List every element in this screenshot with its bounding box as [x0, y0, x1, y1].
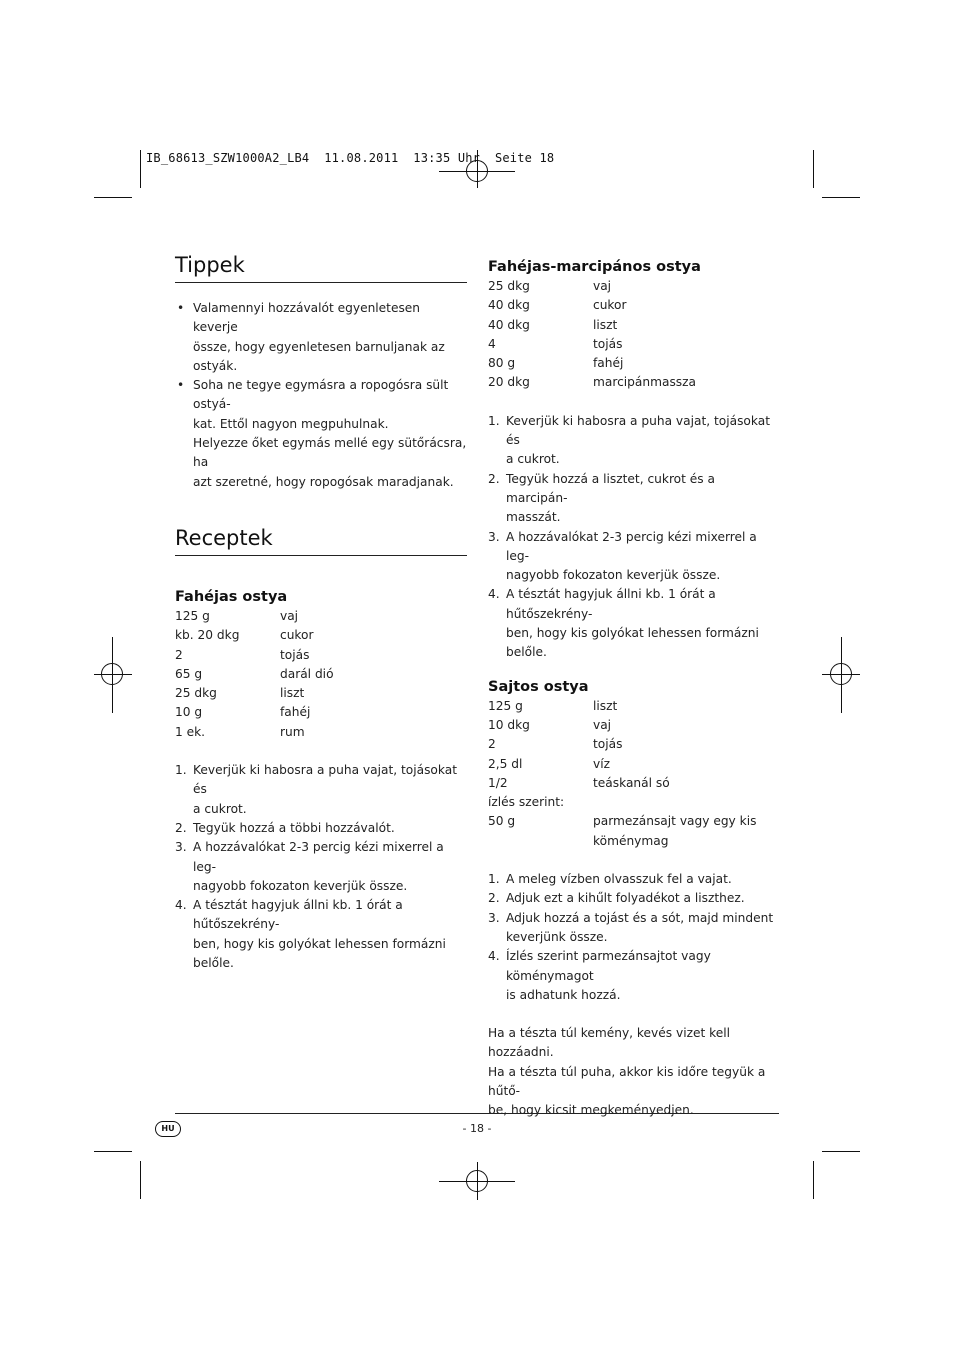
ingredient-row: [488, 354, 780, 373]
ingredient-name: teáskanál só: [593, 775, 670, 790]
step-number: 2.: [175, 820, 187, 835]
left-column: [175, 253, 467, 973]
step-number: 4.: [488, 587, 500, 602]
ingredient-row: [488, 755, 780, 774]
step-number: 2.: [488, 891, 500, 906]
ingredient-qty: 25 dkg: [488, 279, 530, 293]
recipe-title: Fahéjas-marcipános ostya: [488, 259, 701, 275]
ingredient-row: [488, 373, 780, 392]
list-item: [488, 909, 780, 948]
ingredient-qty: 125 g: [175, 608, 210, 623]
tip-text: Soha ne tegye egymásra a ropogósra sült ostyá- kat. Ettől nagyon megpuhulnak. Helyezze őket egymás mellé egy sütőrácsra, ha azt szeretné, hogy ropogósak maradjanak.: [193, 378, 467, 489]
step-number: 4.: [488, 949, 500, 964]
step-number: 1.: [488, 872, 500, 887]
print-slug: IB_68613_SZW1000A2_LB4 11.08.2011 13:35 Uhr Seite 18: [146, 151, 555, 165]
list-item: [175, 761, 467, 819]
ingredient-list: [488, 697, 780, 851]
ingredient-list: [488, 277, 780, 393]
step-text: A hozzávalókat 2-3 percig kézi mixerrel a leg- nagyobb fokozaton keverjük össze.: [506, 529, 757, 583]
ingredient-row: [488, 296, 780, 315]
ingredient-qty: 4: [488, 336, 496, 351]
ingredient-qty: 2: [175, 647, 183, 662]
ingredient-name: tojás: [280, 647, 310, 662]
ingredient-qty: 2: [488, 737, 496, 752]
ingredient-row: [175, 665, 467, 684]
ingredient-row: [488, 716, 780, 735]
ingredient-row: [175, 607, 467, 626]
step-list: [488, 412, 780, 663]
ingredient-qty: 10 dkg: [488, 717, 530, 732]
ingredient-qty: 125 g: [488, 698, 523, 713]
ingredient-qty: 10 g: [175, 705, 203, 720]
step-number: 3.: [488, 529, 500, 544]
step-number: 2.: [488, 471, 500, 486]
ingredient-qty: 50 g: [488, 814, 516, 829]
tip-text: Valamennyi hozzávalót egyenletesen keverje össze, hogy egyenletesen barnuljanak az ostyák.: [193, 301, 445, 373]
ingredient-row: [488, 774, 780, 793]
step-text: A meleg vízben olvasszuk fel a vajat.: [506, 872, 732, 887]
step-text: Ízlés szerint parmezánsajtot vagy köménymagot is adhatunk hozzá.: [506, 949, 711, 1002]
ingredient-qty: 1 ek.: [175, 724, 206, 739]
step-number: 3.: [175, 840, 187, 855]
recipe-title: Fahéjas ostya: [175, 588, 288, 605]
list-item: • Valamennyi hozzávalót egyenletesen keverje össze, hogy egyenletesen barnuljanak az ostyák.: [177, 301, 445, 373]
step-text: A hozzávalókat 2-3 percig kézi mixerrel a leg- nagyobb fokozaton keverjük össze.: [193, 840, 444, 893]
title-rule: [175, 555, 467, 556]
step-text: Tegyük hozzá a lisztet, cukrot és a marcipán- masszát.: [506, 471, 715, 525]
ingredient-row: [175, 626, 467, 645]
ingredient-qty: 25 dkg: [175, 686, 217, 701]
step-text: A tésztát hagyjuk állni kb. 1 órát a hűtőszekrény- ben, hogy kis golyókat lehessen formázni belőle.: [506, 587, 759, 660]
section-title-tips: Tippek: [175, 253, 245, 277]
ingredient-name: cukor: [280, 628, 314, 643]
list-item: [488, 889, 780, 908]
crop-mark: [813, 1161, 814, 1199]
step-text: Tegyük hozzá a többi hozzávalót.: [193, 820, 395, 835]
ingredient-name: cukor: [593, 298, 627, 313]
step-list: [175, 761, 467, 973]
list-item: [488, 585, 780, 662]
footer-rule: [175, 1113, 779, 1114]
step-number: 1.: [175, 763, 187, 778]
step-text: Keverjük ki habosra a puha vajat, tojásokat és a cukrot.: [506, 413, 770, 467]
ingredient-name: víz: [593, 756, 610, 771]
crop-mark: [822, 197, 860, 198]
list-item: [488, 470, 780, 528]
ingredient-name: vaj: [593, 279, 612, 293]
crop-mark: [140, 150, 141, 188]
language-badge: HU: [155, 1121, 181, 1137]
ingredient-row: [175, 723, 467, 742]
step-text: Keverjük ki habosra a puha vajat, tojásokat és a cukrot.: [193, 763, 457, 816]
step-text: A tésztát hagyjuk állni kb. 1 órát a hűtőszekrény- ben, hogy kis golyókat lehessen formázni belőle.: [193, 898, 446, 971]
ingredient-row: [488, 316, 780, 335]
step-number: 1.: [488, 413, 500, 428]
list-item: [488, 528, 780, 586]
ingredient-row: [488, 735, 780, 754]
list-item: [488, 947, 780, 1005]
ingredient-qty: 80 g: [488, 356, 516, 371]
ingredient-row: [175, 684, 467, 703]
ingredient-name: vaj: [593, 717, 612, 732]
ingredient-row: [488, 793, 780, 812]
ingredient-name: darál dió: [280, 666, 334, 681]
step-number: 4.: [175, 898, 187, 913]
ingredient-name: parmezánsajt vagy egy kis köménymag: [593, 814, 757, 848]
ingredient-qty: 40 dkg: [488, 298, 530, 313]
ingredient-name: liszt: [593, 317, 618, 332]
ingredient-name: fahéj: [593, 356, 624, 371]
ingredient-qty: 2,5 dl: [488, 756, 523, 771]
step-list: [488, 870, 780, 1005]
ingredient-name: tojás: [593, 737, 623, 752]
list-item: [175, 819, 467, 838]
ingredient-row: [488, 277, 780, 296]
crop-mark: [94, 197, 132, 198]
list-item: [488, 412, 780, 470]
ingredient-row: [488, 697, 780, 716]
section-title-recipes: Receptek: [175, 525, 273, 550]
title-rule: [175, 282, 467, 283]
ingredient-name: vaj: [280, 608, 299, 623]
step-text: Adjuk hozzá a tojást és a sót, majd mindent keverjünk össze.: [506, 910, 774, 944]
right-column: [488, 259, 780, 1121]
crop-mark: [140, 1161, 141, 1199]
ingredient-qty: 65 g: [175, 666, 203, 681]
crop-mark: [813, 150, 814, 188]
ingredient-row: [175, 703, 467, 722]
ingredient-row: [488, 812, 780, 851]
ingredient-qty: 40 dkg: [488, 317, 530, 332]
ingredient-name: fahéj: [280, 705, 311, 720]
list-item: [175, 896, 467, 973]
tips-list: [175, 299, 467, 492]
ingredient-qty: 20 dkg: [488, 375, 530, 390]
crop-mark: [822, 1151, 860, 1152]
ingredient-qty: kb. 20 dkg: [175, 628, 240, 643]
step-text: Adjuk ezt a kihűlt folyadékot a liszthez.: [506, 891, 745, 906]
ingredient-name: liszt: [593, 698, 618, 713]
page-number: - 18 -: [462, 1122, 492, 1135]
ingredient-name: rum: [280, 724, 305, 739]
ingredient-qty: ízlés szerint:: [488, 795, 565, 810]
list-item: • Soha ne tegye egymásra a ropogósra sült ostyá- kat. Ettől nagyon megpuhulnak. Helyezze őket egymás mellé egy sütőrácsra, ha azt szeretné, hogy ropogósak maradjanak.: [177, 378, 467, 489]
recipe-note: Ha a tészta túl kemény, kevés vizet kell hozzáadni. Ha a tészta túl puha, akkor kis időre tegyük a hűtő- be, hogy kicsit megkeményedjen.: [488, 1026, 766, 1118]
ingredient-row: [488, 335, 780, 354]
ingredient-list: [175, 607, 467, 742]
list-item: [175, 838, 467, 896]
ingredient-qty: 1/2: [488, 775, 508, 790]
ingredient-name: tojás: [593, 336, 623, 351]
crop-mark: [94, 1151, 132, 1152]
recipe-title: Sajtos ostya: [488, 678, 589, 695]
ingredient-name: liszt: [280, 686, 305, 701]
step-number: 3.: [488, 910, 500, 925]
ingredient-name: marcipánmassza: [593, 375, 697, 390]
list-item: [488, 870, 780, 889]
ingredient-row: [175, 646, 467, 665]
